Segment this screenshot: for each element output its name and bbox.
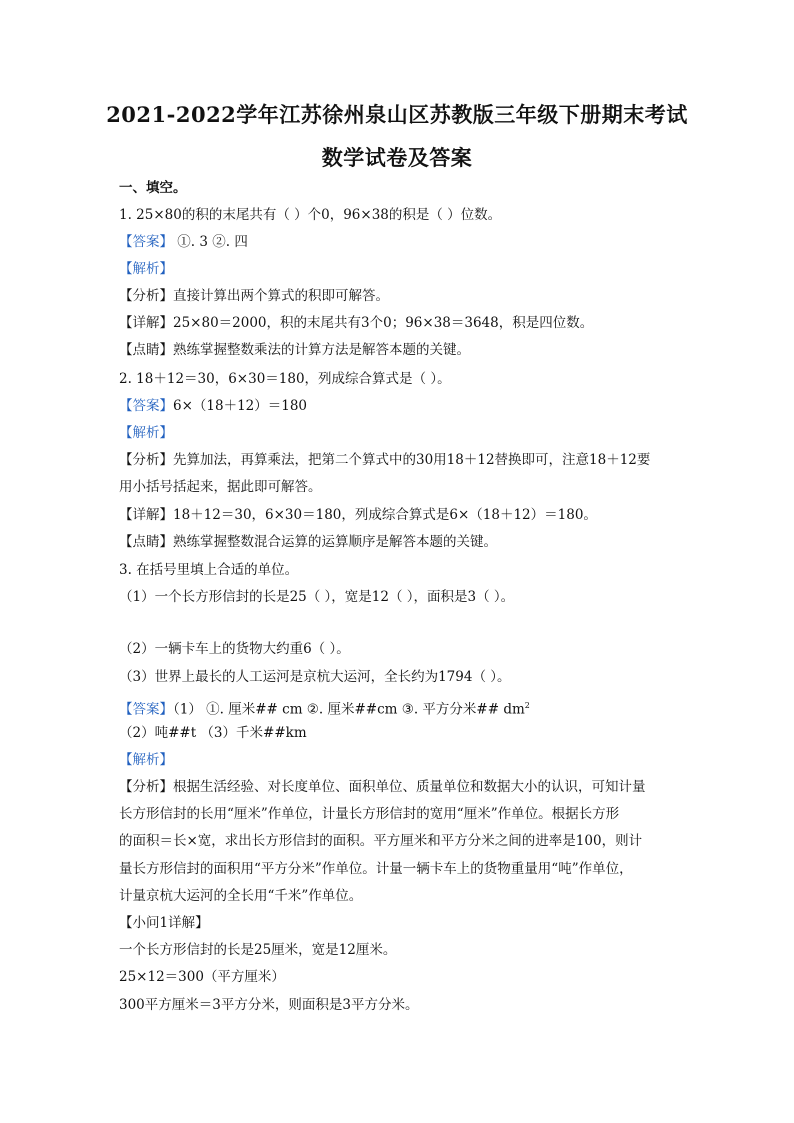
- answer-tag: 【答案】: [119, 701, 173, 718]
- q2-answer-line: [119, 397, 307, 415]
- q2-detail: 18＋12＝30，6×30＝180，列成综合算式是6×（18＋12）＝180。: [173, 507, 597, 523]
- detail-tag: 【详解】: [119, 507, 173, 523]
- q2-detail-line: [119, 506, 597, 524]
- q2-comment: 熟练掌握整数混合运算的运算顺序是解答本题的关键。: [173, 534, 497, 550]
- q3-analysis-line-2: 长方形信封的长用“厘米”作单位，计量长方形信封的宽用“厘米”作单位。根据长方形: [119, 806, 620, 822]
- q3-analysis-line-4: 量长方形信封的面积用“平方分米”作单位。计量一辆卡车上的货物重量用“吨”作单位，: [119, 861, 633, 877]
- q2-analysis-line-2: 用小括号括起来，据此即可解答。: [119, 479, 322, 495]
- detail-tag: 【详解】: [119, 315, 173, 331]
- q3-sub-detail-tag: 【小问1详解】: [119, 915, 209, 931]
- q3-sub-line-2: 25×12＝300（平方厘米）: [119, 969, 285, 985]
- q3-sub-line-1: 一个长方形信封的长是25厘米，宽是12厘米。: [119, 942, 397, 958]
- q3-analysis-line-1: [119, 778, 646, 796]
- document-title-line-2: 数学试卷及答案: [321, 145, 473, 170]
- comment-tag: 【点睛】: [119, 534, 173, 550]
- answer-tag: 【答案】: [119, 234, 173, 250]
- q2-analysis-1: 先算加法，再算乘法，把第二个算式中的30用18＋12替换即可，注意18＋12要: [173, 452, 651, 468]
- q1-detail-line: [119, 314, 593, 332]
- q3-part-1: （1）一个长方形信封的长是25（ ），宽是12（ ），面积是3（ ）。: [119, 589, 515, 605]
- q3-question: 3. 在括号里填上合适的单位。: [119, 562, 299, 578]
- answer-tag: 【答案】: [119, 398, 173, 414]
- analysis-tag: 【分析】: [119, 288, 173, 304]
- q3-part-2: （2）一辆卡车上的货物大约重6（ ）。: [119, 641, 350, 657]
- q1-comment: 熟练掌握整数乘法的计算方法是解答本题的关键。: [173, 342, 470, 358]
- q3-part-3: （3）世界上最长的人工运河是京杭大运河，全长约为1794（ ）。: [119, 669, 511, 685]
- q1-question: 1. 25×80的积的末尾共有（ ）个0，96×38的积是（ ）位数。: [119, 207, 502, 223]
- q3-analysis-header: 【解析】: [119, 752, 173, 768]
- document-title-line-1: 2021-2022学年江苏徐州泉山区苏教版三年级下册期末考试: [106, 102, 688, 127]
- q2-analysis-header: 【解析】: [119, 425, 173, 441]
- q1-analysis: 直接计算出两个算式的积即可解答。: [173, 288, 389, 304]
- q2-question: 2. 18＋12＝30，6×30＝180，列成综合算式是（ ）。: [119, 371, 451, 387]
- comment-tag: 【点睛】: [119, 342, 173, 358]
- q1-answer: ①. 3 ②. 四: [173, 234, 248, 250]
- q2-answer: 6×（18＋12）＝180: [173, 398, 308, 414]
- q3-analysis-line-5: 计量京杭大运河的全长用“千米”作单位。: [119, 888, 363, 904]
- q1-comment-line: [119, 341, 470, 359]
- q3-sub-line-3: 300平方厘米＝3平方分米，则面积是3平方分米。: [119, 997, 419, 1013]
- squared-superscript: 2: [524, 701, 530, 710]
- q3-analysis-line-3: 的面积＝长×宽，求出长方形信封的面积。平方厘米和平方分米之间的进率是100，则计: [119, 833, 643, 849]
- q3-answer-1: （1） ①. 厘米## cm ②. 厘米##cm ③. 平方分米## dm: [173, 701, 525, 718]
- q1-answer-line: [119, 233, 248, 251]
- q2-analysis-line-1: [119, 451, 650, 469]
- q3-answer-line-2: （2）吨##t （3）千米##km: [119, 725, 307, 741]
- q2-comment-line: [119, 533, 497, 551]
- analysis-tag: 【分析】: [119, 779, 173, 795]
- q1-analysis-line: [119, 287, 389, 305]
- analysis-tag: 【分析】: [119, 452, 173, 468]
- q3-answer-line-1: [119, 697, 530, 719]
- q1-detail: 25×80＝2000，积的末尾共有3个0；96×38＝3648，积是四位数。: [173, 315, 594, 331]
- q3-analysis-1: 根据生活经验、对长度单位、面积单位、质量单位和数据大小的认识，可知计量: [173, 779, 646, 795]
- section-heading: 一、填空。: [119, 180, 187, 196]
- q1-analysis-header: 【解析】: [119, 261, 173, 277]
